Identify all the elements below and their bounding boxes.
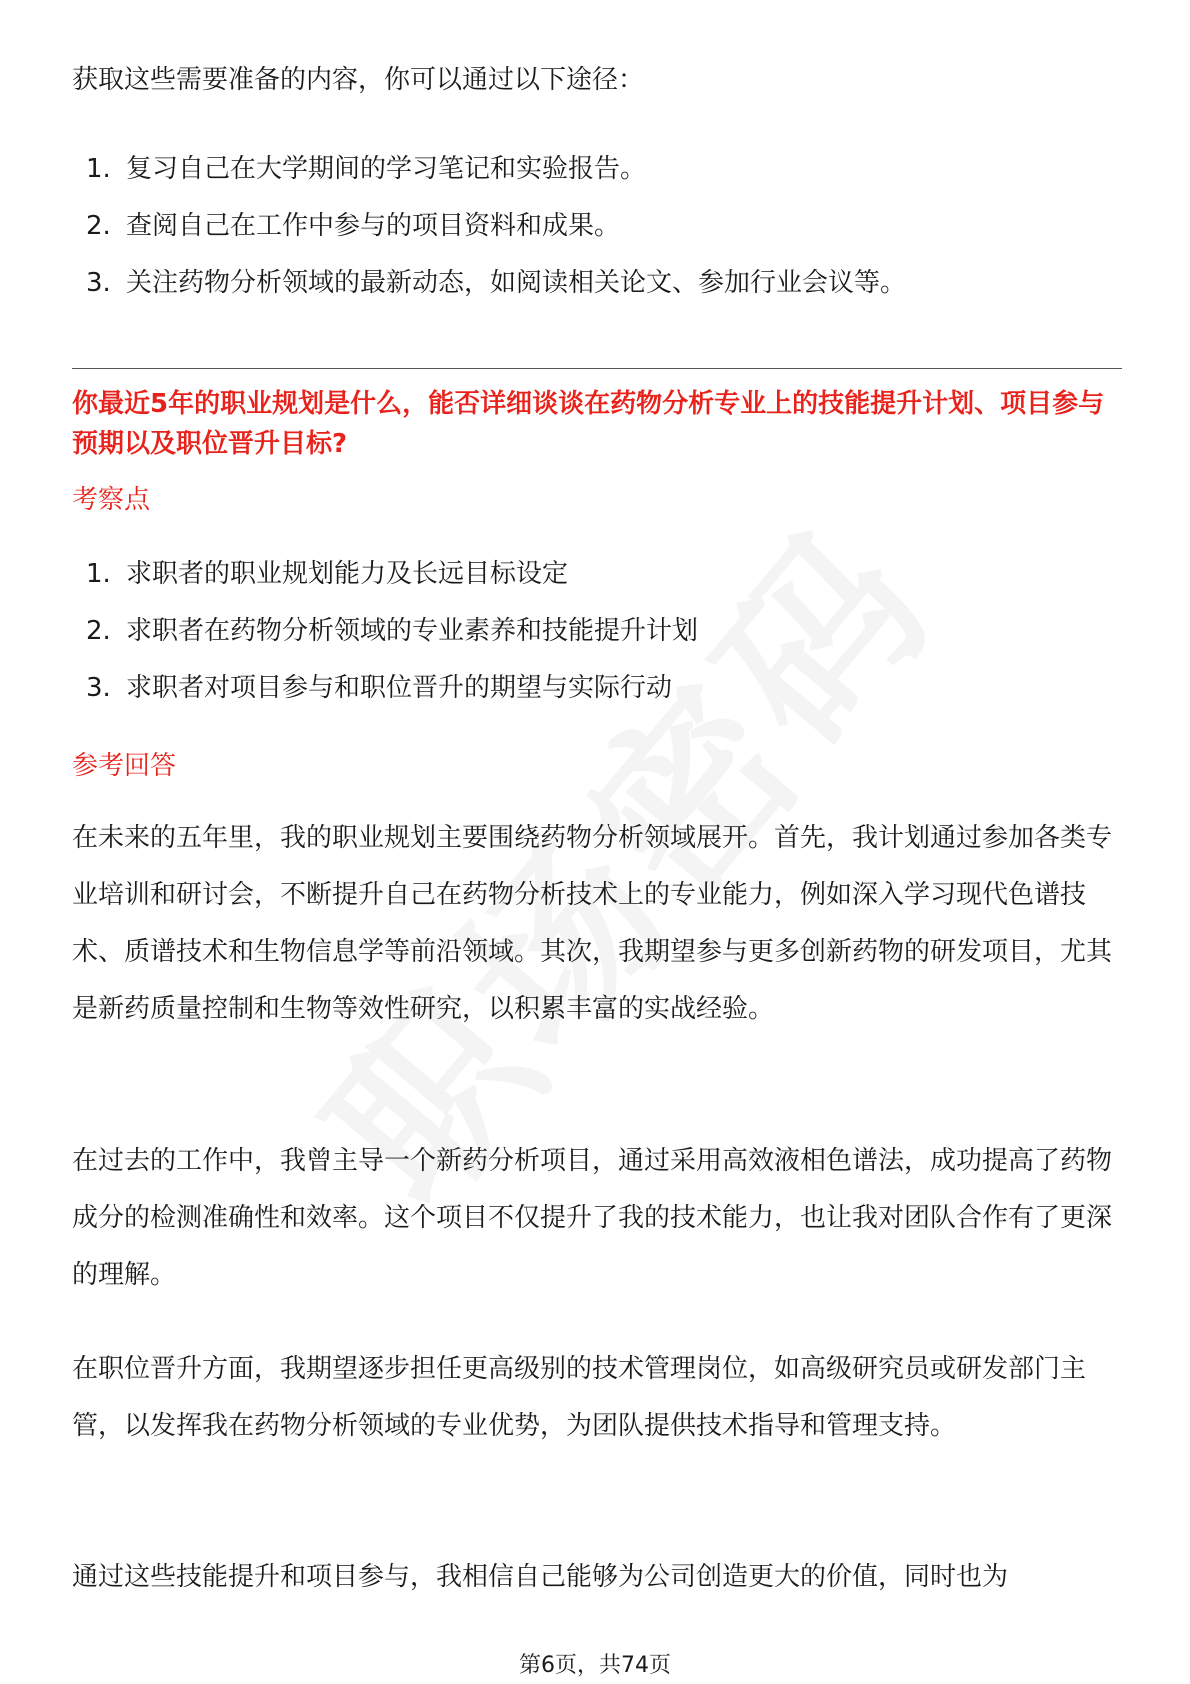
list-text: 关注药物分析领域的最新动态，如阅读相关论文、参加行业会议等。 <box>126 268 907 298</box>
answer-paragraph: 在过去的工作中，我曾主导一个新药分析项目，通过采用高效液相色谱法，成功提高了药物成分的检测准确性和效率。这个项目不仅提升了我的技术能力，也让我对团队合作有了更深的理解。 <box>72 1146 1113 1290</box>
intro-text: 获取这些需要准备的内容，你可以通过以下途径： <box>72 65 645 95</box>
answer-heading: 参考回答 <box>72 751 177 781</box>
assessment-list <box>72 546 1122 717</box>
assessment-heading: 考察点 <box>72 485 151 515</box>
list-text: 求职者的职业规划能力及长远目标设定 <box>126 559 569 589</box>
list-item <box>72 141 1122 198</box>
list-item <box>72 603 1122 660</box>
list-number: 2. <box>86 211 111 241</box>
question-title: 你最近5年的职业规划是什么，能否详细谈谈在药物分析专业上的技能提升计划、项目参与预期以及职位晋升目标? <box>72 389 1105 459</box>
answer-paragraph: 在职位晋升方面，我期望逐步担任更高级别的技术管理岗位，如高级研究员或研发部门主管，以发挥我在药物分析领域的专业优势，为团队提供技术指导和管理支持。 <box>72 1354 1087 1441</box>
list-text: 查阅自己在工作中参与的项目资料和成果。 <box>126 211 621 241</box>
list-text: 复习自己在大学期间的学习笔记和实验报告。 <box>126 154 647 184</box>
list-number: 3. <box>86 268 111 298</box>
section-divider <box>72 368 1122 369</box>
document-page <box>72 0 1122 1684</box>
page-footer: 第6页，共74页 <box>519 1653 671 1678</box>
list-item <box>72 546 1122 603</box>
list-text: 求职者对项目参与和职位晋升的期望与实际行动 <box>126 673 673 703</box>
list-number: 1. <box>86 154 111 184</box>
intro-list <box>72 141 1122 312</box>
list-number: 3. <box>86 673 111 703</box>
answer-paragraph: 通过这些技能提升和项目参与，我相信自己能够为公司创造更大的价值，同时也为 <box>72 1562 1009 1592</box>
list-item <box>72 660 1122 717</box>
list-number: 2. <box>86 616 111 646</box>
answer-paragraph: 在未来的五年里，我的职业规划主要围绕药物分析领域展开。首先，我计划通过参加各类专业培训和研讨会，不断提升自己在药物分析技术上的专业能力，例如深入学习现代色谱技术、质谱技术和生物信息学等前沿领域。其次，我期望参与更多创新药物的研发项目，尤其是新药质量控制和生物等效性研究，以积累丰富的实战经验。 <box>72 823 1113 1024</box>
list-item <box>72 255 1122 312</box>
list-number: 1. <box>86 559 111 589</box>
list-text: 求职者在药物分析领域的专业素养和技能提升计划 <box>126 616 699 646</box>
list-item <box>72 198 1122 255</box>
